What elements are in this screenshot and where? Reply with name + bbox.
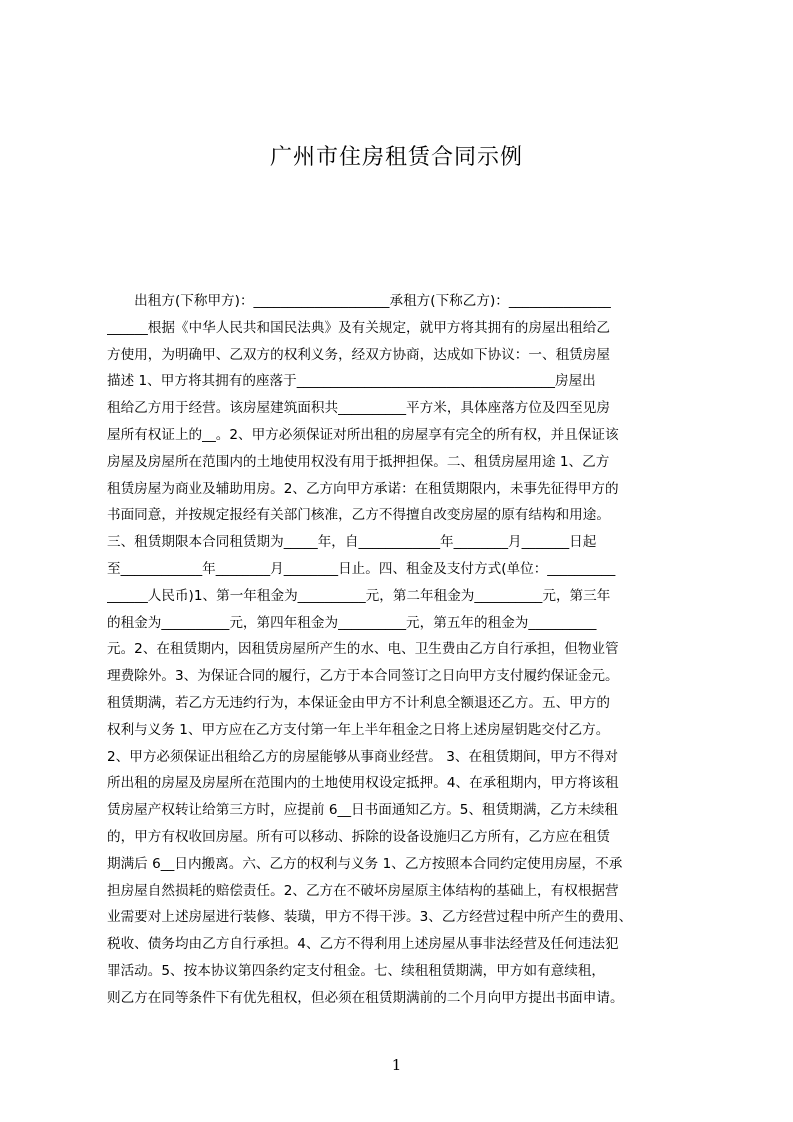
body-line: 担房屋自然损耗的赔偿责任。2、乙方在不破坏房屋原主体结构的基础上，有权根据营: [107, 882, 619, 899]
contract-body: [107, 288, 707, 1012]
body-line: 屋所有权证上的__。2、甲方必须保证对所出租的房屋享有完全的所有权，并且保证该: [107, 426, 619, 443]
body-line: 的，甲方有权收回房屋。所有可以移动、拆除的设备设施归乙方所有，乙方应在租赁: [107, 828, 610, 845]
body-line: 业需要对上述房屋进行装修、装璜，甲方不得干涉。3、乙方经营过程中所产生的费用、: [107, 909, 633, 926]
body-line: 权利与义务 1、甲方应在乙方支付第一年上半年租金之日将上述房屋钥匙交付乙方。: [107, 721, 610, 738]
body-line: 书面同意，并按规定报经有关部门核准，乙方不得擅自改变房屋的原有结构和用途。: [107, 507, 610, 524]
body-line: 描述 1、甲方将其拥有的座落于______________________________________房屋出: [107, 373, 596, 390]
body-line: 租赁期满，若乙方无违约行为，本保证金由甲方不计利息全额退还乙方。五、甲方的: [107, 694, 610, 711]
body-line: 房屋及房屋所在范围内的土地使用权没有用于抵押担保。二、租赁房屋用途 1、乙方: [107, 453, 610, 470]
body-line: 租给乙方用于经营。该房屋建筑面积共__________平方米，具体座落方位及四至见房: [107, 400, 610, 417]
body-line: 理费除外。3、为保证合同的履行，乙方于本合同签订之日向甲方支付履约保证金元。: [107, 668, 619, 685]
body-line: 税收、债务均由乙方自行承担。4、乙方不得利用上述房屋从事非法经营及任何违法犯: [107, 936, 619, 953]
body-line: 所出租的房屋及房屋所在范围内的土地使用权设定抵押。4、在承租期内，甲方将该租: [107, 775, 619, 792]
body-line: 则乙方在同等条件下有优先租权，但必须在租赁期满前的二个月向甲方提出书面申请。: [107, 989, 624, 1006]
page-number: 1: [391, 1056, 402, 1074]
body-line: 至____________年________月________日止。四、租金及支付方式(单位：__________: [107, 560, 616, 577]
body-line: 租赁房屋为商业及辅助用房。2、乙方向甲方承诺：在租赁期限内，未事先征得甲方的: [107, 480, 619, 497]
body-line: 赁房屋产权转让给第三方时，应提前 6__日书面通知乙方。5、租赁期满，乙方未续租: [107, 802, 618, 819]
body-line: 罪活动。5、按本协议第四条约定支付租金。七、续租租赁期满，甲方如有意续租，: [107, 962, 606, 979]
body-line: 的租金为__________元，第四年租金为__________元，第五年的租金为__________: [107, 614, 597, 631]
body-line: ______人民币)1、第一年租金为__________元，第二年租金为__________元，第三年: [107, 587, 611, 604]
document-title: 广州市住房租赁合同示例: [269, 145, 523, 170]
body-line: 出租方(下称甲方)：____________________承租方(下称乙方)：_______________: [107, 293, 611, 309]
body-line: 2、甲方必须保证出租给乙方的房屋能够从事商业经营。 3、在租赁期间，甲方不得对: [107, 748, 618, 765]
body-line: 方使用，为明确甲、乙双方的权利义务，经双方协商，达成如下协议：一、租赁房屋: [107, 346, 610, 363]
body-line: 元。2、在租赁期内，因租赁房屋所产生的水、电、卫生费由乙方自行承担，但物业管: [107, 641, 619, 658]
body-line: 三、租赁期限本合同租赁期为_____年，自____________年________月_______日起: [107, 534, 597, 551]
body-line: ______根据《中华人民共和国民法典》及有关规定，就甲方将其拥有的房屋出租给乙: [107, 319, 610, 336]
body-line: 期满后 6__日内搬离。六、乙方的权利与义务 1、乙方按照本合同约定使用房屋，不承: [107, 855, 623, 872]
